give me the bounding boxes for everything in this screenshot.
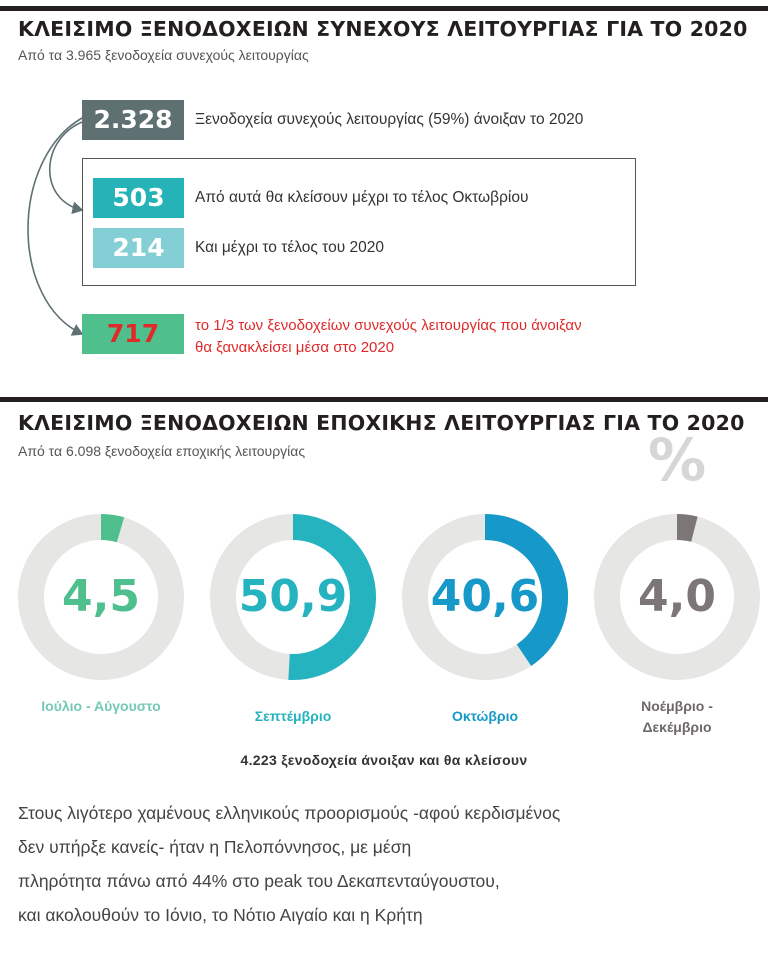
- donut-arc: [101, 527, 121, 530]
- percent-symbol: %: [648, 426, 707, 494]
- desc-october: Από αυτά θα κλείσουν μέχρι το τέλος Οκτωβρίου: [195, 189, 529, 206]
- value-box-yearend: 214: [93, 228, 184, 268]
- donut-value-jul-aug: 4,5: [62, 571, 140, 622]
- paragraph-line-4: και ακολουθούν το Ιόνιο, το Νότιο Αιγαίο και η Κρήτη: [18, 905, 423, 925]
- value-box-opened: 2.328: [82, 100, 184, 140]
- donut-label-nov-dec-line1: Νοέμβριο -: [641, 698, 713, 714]
- donut-arc: [677, 527, 694, 529]
- value-box-october: 503: [93, 178, 184, 218]
- donut-label-oct: Οκτώβριο: [451, 708, 519, 724]
- section2-subtitle: Από τα 6.098 ξενοδοχεία εποχικής λειτουργίας: [18, 443, 306, 459]
- donut-label-sep: Σεπτέμβριο: [254, 708, 332, 724]
- section1-title: ΚΛΕΙΣΙΜΟ ΞΕΝΟΔΟΧΕΙΩΝ ΣΥΝΕΧΟΥΣ ΛΕΙΤΟΥΡΓΙΑΣ ΓΙΑ ΤΟ 2020: [18, 17, 748, 41]
- desc-yearend: Και μέχρι το τέλος του 2020: [195, 239, 384, 256]
- arrow-to-717: [28, 118, 82, 334]
- value-box-total-reclose: 717: [82, 314, 184, 354]
- donut-label-nov-dec-line2: Δεκέμβριο: [642, 719, 712, 735]
- paragraph-line-1: Στους λιγότερο χαμένους ελληνικούς προορισμούς -αφού κερδισμένος: [18, 803, 561, 823]
- total-note: 4.223 ξενοδοχεία άνοιξαν και θα κλείσουν: [240, 752, 528, 768]
- desc-opened: Ξενοδοχεία συνεχούς λειτουργίας (59%) άνοιξαν το 2020: [195, 111, 584, 128]
- donut-value-nov-dec: 4,0: [638, 571, 716, 622]
- arrow-to-503: [50, 122, 82, 210]
- desc-reclose-line2: θα ξανακλείσει μέσα στο 2020: [195, 339, 395, 356]
- desc-reclose-line1: το 1/3 των ξενοδοχείων συνεχούς λειτουργίας που άνοιξαν: [195, 317, 582, 334]
- donut-value-oct: 40,6: [430, 571, 540, 622]
- donut-value-sep: 50,9: [238, 571, 348, 622]
- donut-label-nov-dec: [592, 696, 762, 738]
- donut-label-jul-aug: Ιούλιο - Αύγουστο: [41, 698, 161, 714]
- closing-paragraph: [18, 796, 560, 932]
- paragraph-line-3: πληρότητα πάνω από 44% στο peak του Δεκαπενταύγουστου,: [18, 871, 500, 891]
- section2-title: ΚΛΕΙΣΙΜΟ ΞΕΝΟΔΟΧΕΙΩΝ ΕΠΟΧΙΚΗΣ ΛΕΙΤΟΥΡΓΙΑΣ ΓΙΑ ΤΟ 2020: [18, 411, 745, 435]
- section1-subtitle: Από τα 3.965 ξενοδοχεία συνεχούς λειτουργίας: [18, 47, 309, 63]
- middle-rule: [0, 397, 768, 402]
- paragraph-line-2: δεν υπήρξε κανείς- ήταν η Πελοπόννησος, με μέση: [18, 837, 412, 857]
